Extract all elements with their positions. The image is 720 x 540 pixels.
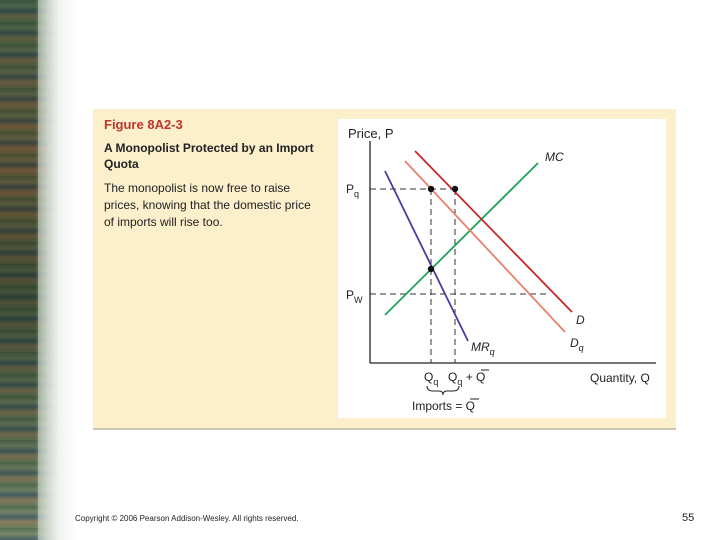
pw-label: $P_W$ xyxy=(346,288,363,305)
figure-title: Figure 8A2-3 xyxy=(104,117,183,132)
diagram-area xyxy=(338,119,666,418)
imports-brace xyxy=(427,386,459,395)
d-curve xyxy=(415,151,572,312)
imports-label: Imports = Q xyxy=(412,399,476,413)
mc-curve xyxy=(385,163,538,315)
pq-label: $P_q$ xyxy=(346,182,360,199)
figure-subtitle: A Monopolist Protected by an Import Quota xyxy=(104,141,314,171)
qq-plus-label: $Q_q + Q$ xyxy=(448,370,486,387)
y-axis-label: Price, P xyxy=(348,126,394,141)
dq-label: $D_q$ xyxy=(570,336,584,353)
mc-label: MC xyxy=(545,150,564,164)
x-axis-label: Quantity, Q xyxy=(590,371,650,385)
point-mr-mc xyxy=(428,266,434,272)
figure-caption: The monopolist is now free to raise prices, knowing that the domestic price of imports will rise too. xyxy=(104,181,311,229)
monopoly-quota-diagram xyxy=(338,119,666,418)
page-number: 55 xyxy=(682,512,695,524)
point-pq-qq xyxy=(428,186,434,192)
mrq-label: $MR_q$ xyxy=(471,340,495,357)
footer-copyright: Copyright © 2006 Pearson Addison-Wesley. All rights reserved. xyxy=(75,514,299,523)
d-label: D xyxy=(576,313,585,327)
qq-label: $Q_q$ xyxy=(424,370,439,387)
mrq-curve xyxy=(385,171,468,341)
point-pq-qq-plus xyxy=(452,186,458,192)
decorative-side-fade xyxy=(38,0,78,540)
